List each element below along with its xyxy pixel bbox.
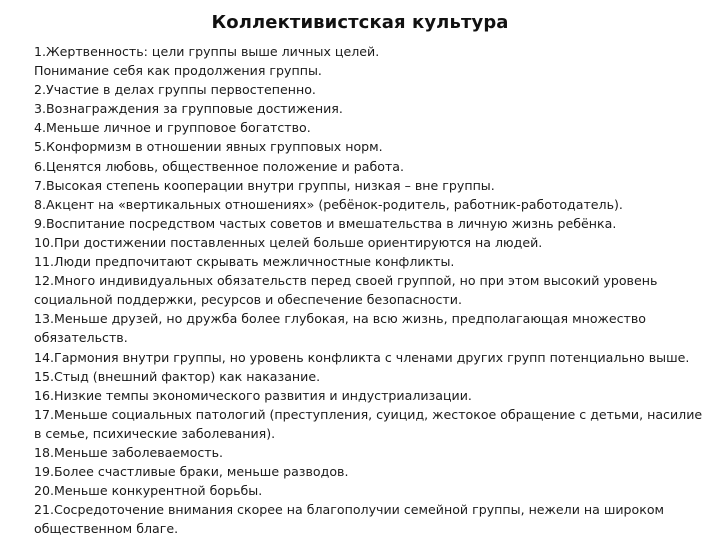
list-line: в семье, психические заболевания). [34, 425, 276, 441]
list-line: 2.Участие в делах группы первостепенно. [34, 82, 316, 98]
list-line: обязательств. [34, 330, 128, 346]
list-line: 5.Конформизм в отношении явных групповых норм. [34, 139, 383, 155]
list-line: 8.Акцент на «вертикальных отношениях» (ребёнок-родитель, работник-работодатель). [34, 196, 623, 212]
list-line: 20.Меньше конкурентной борьбы. [34, 483, 263, 499]
list-line: 4.Меньше личное и групповое богатство. [34, 120, 311, 136]
list-line: 18.Меньше заболеваемость. [34, 444, 224, 460]
list-line: 10.При достижении поставленных целей больше ориентируются на людей. [34, 234, 543, 250]
list-line: 1.Жертвенность: цели группы выше личных целей. [34, 44, 380, 59]
list-line: 14.Гармония внутри группы, но уровень конфликта с членами других групп потенциально выше. [34, 349, 690, 365]
list-line: Понимание себя как продолжения группы. [34, 63, 322, 79]
list-line: 9.Воспитание посредством частых советов и вмешательства в личную жизнь ребёнка. [34, 215, 617, 231]
list-line: 17.Меньше социальных патологий (преступления, суицид, жестокое обращение с детьми, насилие [34, 406, 703, 422]
list-line: 3.Вознаграждения за групповые достижения. [34, 101, 343, 117]
slide-title: Коллективистская культура [211, 12, 509, 33]
list-line: 21.Сосредоточение внимания скорее на благополучии семейной группы, нежели на широком [34, 502, 665, 518]
list-line: 6.Ценятся любовь, общественное положение и работа. [34, 158, 404, 174]
list-line: 7.Высокая степень кооперации внутри группы, низкая – вне группы. [34, 177, 495, 193]
list-line: 19.Более счастливые браки, меньше разводов. [34, 464, 349, 480]
list-line: общественном благе. [34, 521, 179, 537]
list-line: 15.Стыд (внешний фактор) как наказание. [34, 368, 321, 384]
collectivist-traits-list [34, 42, 720, 538]
list-line: 12.Много индивидуальных обязательств перед своей группой, но при этом высокий уровень [34, 273, 658, 289]
list-line: 16.Низкие темпы экономического развития и индустриализации. [34, 387, 472, 403]
list-line: социальной поддержки, ресурсов и обеспечение безопасности. [34, 292, 462, 308]
list-line: 11.Люди предпочитают скрывать межличностные конфликты. [34, 254, 455, 270]
list-line: 13.Меньше друзей, но дружба более глубокая, на всю жизнь, предполагающая множество [34, 311, 647, 327]
